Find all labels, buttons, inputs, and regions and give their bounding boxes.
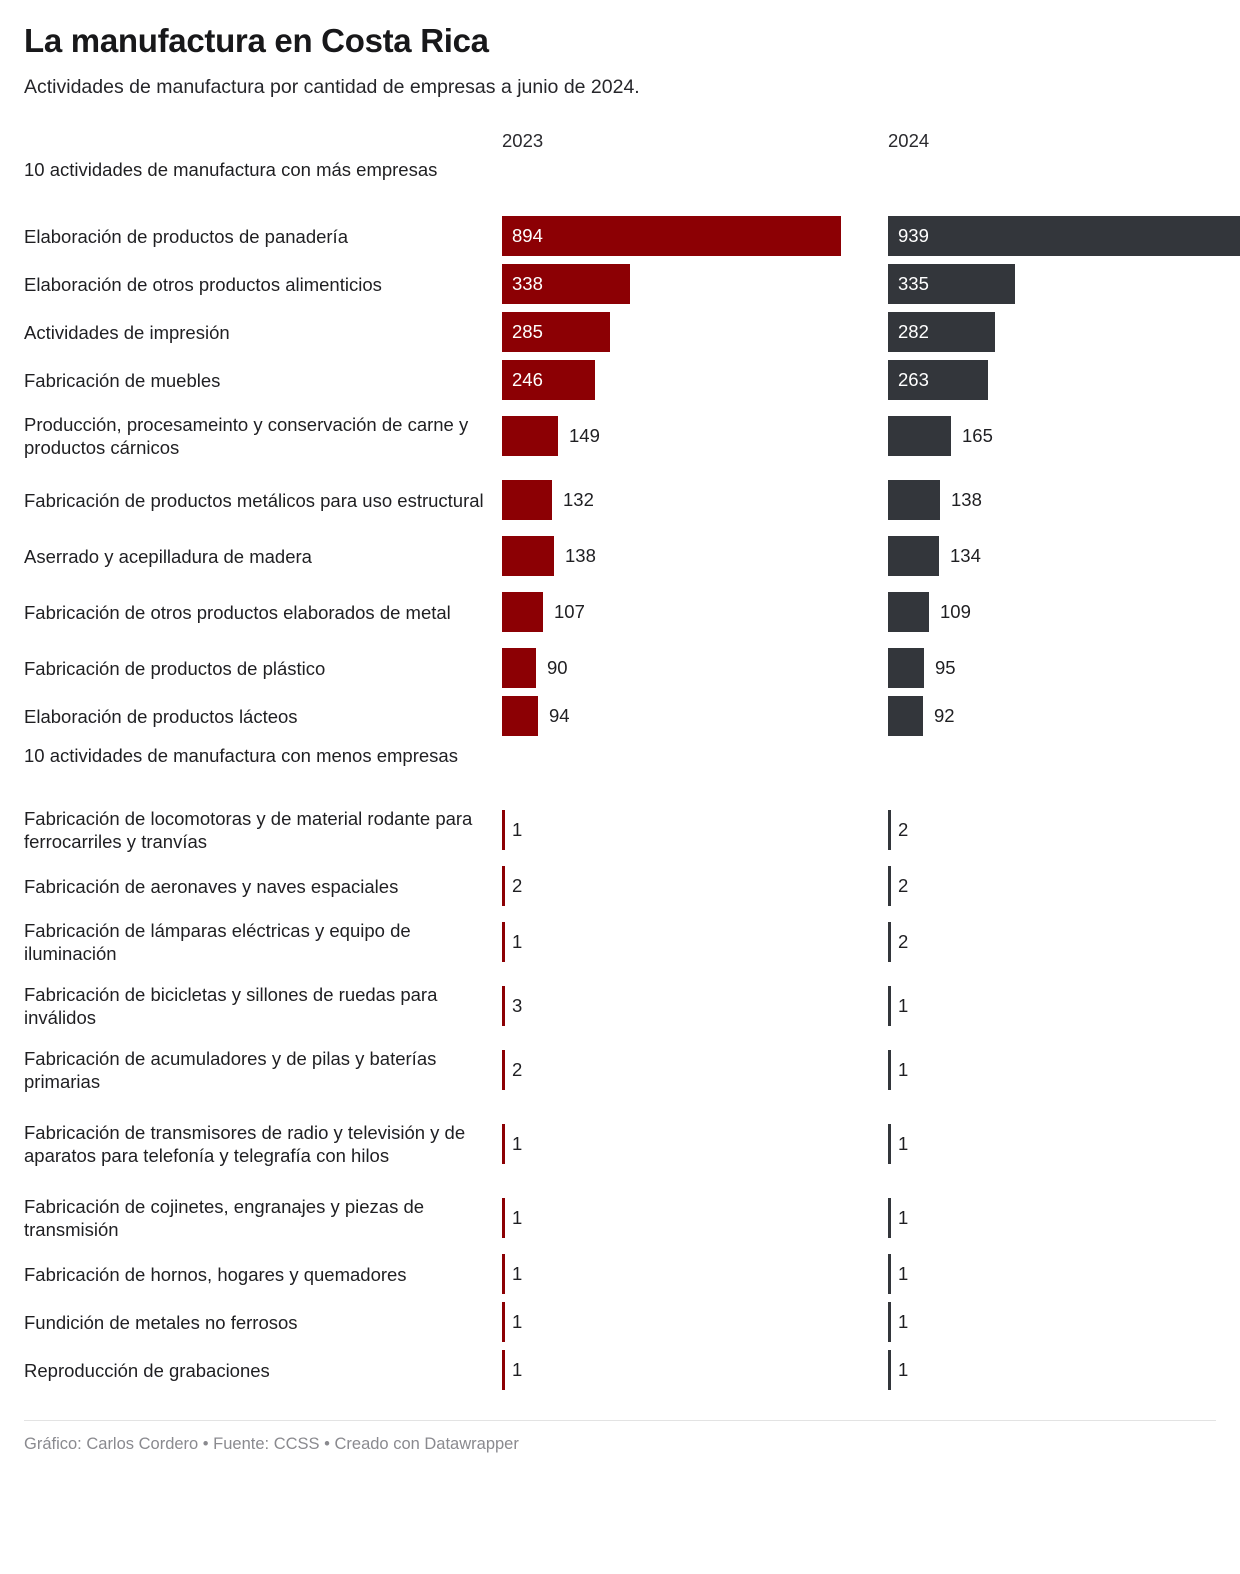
section-heading-label: 10 actividades de manufactura con más empresas <box>24 159 438 181</box>
chart-row <box>24 644 1216 692</box>
chart-row-label: Fabricación de productos metálicos para uso estructural <box>24 489 484 511</box>
bar-cell-2024 <box>888 356 1240 404</box>
bar-2024 <box>888 696 923 736</box>
bar-group <box>502 1198 522 1238</box>
year-label-2024: 2024 <box>888 129 930 151</box>
bar-value-2023: 107 <box>554 601 585 623</box>
bar-cell-2024 <box>888 1298 1240 1346</box>
bar-group <box>888 1198 908 1238</box>
chart-row <box>24 1038 1216 1102</box>
bar-value-2024: 1 <box>898 1263 909 1285</box>
column-gap <box>858 910 888 974</box>
bar-cell-2023 <box>502 212 858 260</box>
column-gap <box>858 974 888 1038</box>
chart-row <box>24 212 1216 260</box>
bar-value-2023: 1 <box>512 931 523 953</box>
bar-2023 <box>502 216 841 256</box>
bar-value-2023: 246 <box>512 369 543 391</box>
bar-2024 <box>888 1050 891 1090</box>
bar-value-2023: 132 <box>563 489 594 511</box>
bar-2023 <box>502 360 595 400</box>
column-gap <box>858 356 888 404</box>
bar-group <box>502 1124 522 1164</box>
bar-group <box>502 866 522 906</box>
bar-2023 <box>502 480 552 520</box>
page-subtitle: Actividades de manufactura por cantidad de empresas a junio de 2024. <box>24 75 640 98</box>
bar-cell-2024 <box>888 532 1240 580</box>
bar-2024 <box>888 1350 891 1390</box>
bar-2023 <box>502 648 536 688</box>
bar-2024 <box>888 1124 891 1164</box>
bar-2023 <box>502 1198 505 1238</box>
column-gap <box>858 1186 888 1250</box>
bar-value-2023: 1 <box>512 1359 523 1381</box>
column-gap <box>858 1298 888 1346</box>
bar-value-2024: 2 <box>898 875 909 897</box>
bar-value-2023: 1 <box>512 1311 523 1333</box>
bar-group <box>502 1254 522 1294</box>
column-gap <box>858 1102 888 1186</box>
bar-value-2024: 1 <box>898 1207 909 1229</box>
section-heading-label: 10 actividades de manufactura con menos empresas <box>24 745 458 767</box>
bar-cell-2024 <box>888 260 1240 308</box>
bar-value-2023: 1 <box>512 1263 523 1285</box>
bar-value-2023: 3 <box>512 995 523 1017</box>
bar-2023 <box>502 1350 505 1390</box>
bar-group <box>888 866 908 906</box>
bar-group <box>888 810 908 850</box>
chart-row <box>24 692 1216 740</box>
bar-2023 <box>502 1302 505 1342</box>
bar-cell-2024 <box>888 580 1240 644</box>
bar-cell-2024 <box>888 308 1240 356</box>
bar-cell-2023 <box>502 356 858 404</box>
chart-row <box>24 1102 1216 1186</box>
chart-row <box>24 1250 1216 1298</box>
bar-value-2023: 2 <box>512 1059 523 1081</box>
bar-group <box>888 536 981 576</box>
chart-row <box>24 532 1216 580</box>
bar-cell-2024 <box>888 644 1240 692</box>
chart-row-label: Fabricación de bicicletas y sillones de ruedas para inválidos <box>24 983 438 1029</box>
chart-row <box>24 308 1216 356</box>
column-gap <box>858 404 888 468</box>
bar-cell-2023 <box>502 404 858 468</box>
bar-value-2023: 2 <box>512 875 523 897</box>
bar-2023 <box>502 696 538 736</box>
column-gap <box>858 580 888 644</box>
bar-chart-grid <box>24 154 1216 1394</box>
bar-2024 <box>888 866 891 906</box>
bar-group <box>502 810 522 850</box>
column-gap <box>858 260 888 308</box>
bar-2024 <box>888 986 891 1026</box>
column-gap <box>858 1250 888 1298</box>
bar-2024 <box>888 592 929 632</box>
bar-value-2023: 1 <box>512 819 523 841</box>
bar-cell-2023 <box>502 798 858 862</box>
bar-cell-2024 <box>888 212 1240 260</box>
column-gap <box>858 1038 888 1102</box>
column-gap <box>858 308 888 356</box>
bar-value-2024: 263 <box>898 369 929 391</box>
chart-row-label: Fabricación de cojinetes, engranajes y piezas de transmisión <box>24 1195 425 1241</box>
bar-2024 <box>888 1198 891 1238</box>
chart-row-label: Fabricación de aeronaves y naves espaciales <box>24 875 399 897</box>
chart-row <box>24 260 1216 308</box>
chart-row-label: Fabricación de locomotoras y de material rodante para ferrocarriles y tranvías <box>24 807 473 853</box>
bar-2024 <box>888 648 924 688</box>
bar-group <box>888 1254 908 1294</box>
bar-value-2024: 92 <box>934 705 955 727</box>
bar-group <box>888 1050 908 1090</box>
chart-row-label: Elaboración de productos de panadería <box>24 225 348 247</box>
bar-value-2024: 2 <box>898 819 909 841</box>
bar-cell-2024 <box>888 1038 1240 1102</box>
bar-cell-2024 <box>888 910 1240 974</box>
bar-group <box>502 1350 522 1390</box>
bar-cell-2023 <box>502 1250 858 1298</box>
section-heading-row <box>24 154 1216 212</box>
bar-value-2023: 90 <box>547 657 568 679</box>
bar-2024 <box>888 360 988 400</box>
chart-row-label: Elaboración de otros productos alimenticios <box>24 273 382 295</box>
chart-row <box>24 1298 1216 1346</box>
column-gap <box>858 862 888 910</box>
chart-row <box>24 580 1216 644</box>
bar-group <box>888 1302 908 1342</box>
bar-value-2024: 282 <box>898 321 929 343</box>
bar-group <box>502 1050 522 1090</box>
bar-group <box>888 1350 908 1390</box>
bar-cell-2023 <box>502 532 858 580</box>
bar-2024 <box>888 216 1240 256</box>
bar-group <box>888 416 993 456</box>
chart-row-label: Elaboración de productos lácteos <box>24 705 298 727</box>
bar-value-2023: 285 <box>512 321 543 343</box>
bar-group <box>502 480 594 520</box>
bar-2024 <box>888 810 891 850</box>
bar-cell-2023 <box>502 910 858 974</box>
bar-value-2024: 138 <box>951 489 982 511</box>
bar-value-2023: 138 <box>565 545 596 567</box>
chart-row <box>24 1186 1216 1250</box>
bar-group <box>502 648 568 688</box>
chart-row-label: Fabricación de productos de plástico <box>24 657 326 679</box>
bar-2023 <box>502 1254 505 1294</box>
chart-row <box>24 468 1216 532</box>
bar-2023 <box>502 986 505 1026</box>
bar-2023 <box>502 264 630 304</box>
column-gap <box>858 798 888 862</box>
bar-value-2024: 95 <box>935 657 956 679</box>
bar-value-2023: 338 <box>512 273 543 295</box>
bar-value-2024: 939 <box>898 225 929 247</box>
chart-row-label: Actividades de impresión <box>24 321 230 343</box>
bar-value-2024: 2 <box>898 931 909 953</box>
bar-value-2024: 134 <box>950 545 981 567</box>
bar-2024 <box>888 1302 891 1342</box>
bar-group <box>502 416 600 456</box>
bar-value-2024: 1 <box>898 1311 909 1333</box>
bar-cell-2023 <box>502 974 858 1038</box>
bar-cell-2024 <box>888 1186 1240 1250</box>
bar-cell-2024 <box>888 1250 1240 1298</box>
bar-group <box>502 922 522 962</box>
column-gap <box>858 644 888 692</box>
bar-cell-2024 <box>888 798 1240 862</box>
chart-row <box>24 1346 1216 1394</box>
chart-row-label: Fabricación de hornos, hogares y quemadores <box>24 1263 407 1285</box>
bar-2023 <box>502 1050 505 1090</box>
column-gap <box>858 692 888 740</box>
chart-row <box>24 798 1216 862</box>
bar-cell-2023 <box>502 1102 858 1186</box>
bar-group <box>502 1302 522 1342</box>
chart-row-label: Fabricación de muebles <box>24 369 221 391</box>
bar-group <box>502 592 585 632</box>
bar-2023 <box>502 416 558 456</box>
section-heading-row <box>24 740 1216 798</box>
bar-cell-2023 <box>502 644 858 692</box>
bar-2023 <box>502 922 505 962</box>
bar-value-2024: 1 <box>898 995 909 1017</box>
bar-group <box>888 1124 908 1164</box>
bar-value-2024: 109 <box>940 601 971 623</box>
chart-row <box>24 356 1216 404</box>
bar-cell-2023 <box>502 862 858 910</box>
bar-group <box>888 648 956 688</box>
column-gap <box>858 212 888 260</box>
bar-group <box>888 986 908 1026</box>
bar-value-2023: 1 <box>512 1133 523 1155</box>
chart-footer: Gráfico: Carlos Cordero • Fuente: CCSS • Creado con Datawrapper <box>24 1420 1216 1454</box>
bar-2024 <box>888 480 940 520</box>
bar-cell-2024 <box>888 404 1240 468</box>
bar-value-2023: 94 <box>549 705 570 727</box>
bar-cell-2024 <box>888 692 1240 740</box>
chart-row <box>24 910 1216 974</box>
bar-value-2023: 894 <box>512 225 543 247</box>
chart-row-label: Fabricación de transmisores de radio y televisión y de aparatos para telefonía y telegrafía con hilos <box>24 1121 466 1167</box>
year-label-2023: 2023 <box>502 129 544 151</box>
chart-row-label: Aserrado y acepilladura de madera <box>24 545 312 567</box>
bar-group <box>502 696 570 736</box>
bar-group <box>502 536 596 576</box>
bar-cell-2023 <box>502 260 858 308</box>
bar-group <box>888 592 971 632</box>
bar-2024 <box>888 1254 891 1294</box>
bar-cell-2024 <box>888 862 1240 910</box>
bar-2023 <box>502 866 505 906</box>
chart-row-label: Fabricación de acumuladores y de pilas y baterías primarias <box>24 1047 437 1093</box>
chart-row-label: Fabricación de lámparas eléctricas y equipo de iluminación <box>24 919 411 965</box>
bar-cell-2024 <box>888 974 1240 1038</box>
bar-2023 <box>502 592 543 632</box>
bar-group <box>502 986 522 1026</box>
bar-2023 <box>502 1124 505 1164</box>
bar-cell-2024 <box>888 1346 1240 1394</box>
bar-cell-2023 <box>502 1346 858 1394</box>
bar-value-2023: 149 <box>569 425 600 447</box>
column-header-row <box>24 116 1216 150</box>
chart-row <box>24 974 1216 1038</box>
bar-cell-2023 <box>502 1038 858 1102</box>
bar-value-2024: 165 <box>962 425 993 447</box>
chart-row-label: Fundición de metales no ferrosos <box>24 1311 298 1333</box>
bar-cell-2024 <box>888 468 1240 532</box>
column-header-2023 <box>502 129 858 151</box>
bar-group <box>888 480 982 520</box>
bar-2023 <box>502 810 505 850</box>
bar-value-2024: 1 <box>898 1133 909 1155</box>
chart-row-label: Producción, procesameinto y conservación de carne y productos cárnicos <box>24 413 469 459</box>
column-gap <box>858 1346 888 1394</box>
bar-2023 <box>502 312 610 352</box>
bar-value-2024: 1 <box>898 1359 909 1381</box>
chart-row-label: Fabricación de otros productos elaborados de metal <box>24 601 451 623</box>
bar-group <box>888 922 908 962</box>
bar-value-2024: 1 <box>898 1059 909 1081</box>
bar-2024 <box>888 264 1015 304</box>
column-gap <box>858 532 888 580</box>
bar-cell-2023 <box>502 1298 858 1346</box>
bar-cell-2023 <box>502 468 858 532</box>
bar-2024 <box>888 416 951 456</box>
bar-cell-2024 <box>888 1102 1240 1186</box>
column-header-2024 <box>888 129 1240 151</box>
bar-2024 <box>888 312 995 352</box>
column-gap <box>858 468 888 532</box>
bar-cell-2023 <box>502 308 858 356</box>
bar-2023 <box>502 536 554 576</box>
bar-2024 <box>888 922 891 962</box>
chart-row <box>24 862 1216 910</box>
bar-group <box>888 696 955 736</box>
chart-row <box>24 404 1216 468</box>
bar-value-2023: 1 <box>512 1207 523 1229</box>
bar-value-2024: 335 <box>898 273 929 295</box>
bar-cell-2023 <box>502 580 858 644</box>
bar-cell-2023 <box>502 692 858 740</box>
chart-row-label: Reproducción de grabaciones <box>24 1359 270 1381</box>
page-title: La manufactura en Costa Rica <box>24 22 489 59</box>
bar-cell-2023 <box>502 1186 858 1250</box>
bar-2024 <box>888 536 939 576</box>
